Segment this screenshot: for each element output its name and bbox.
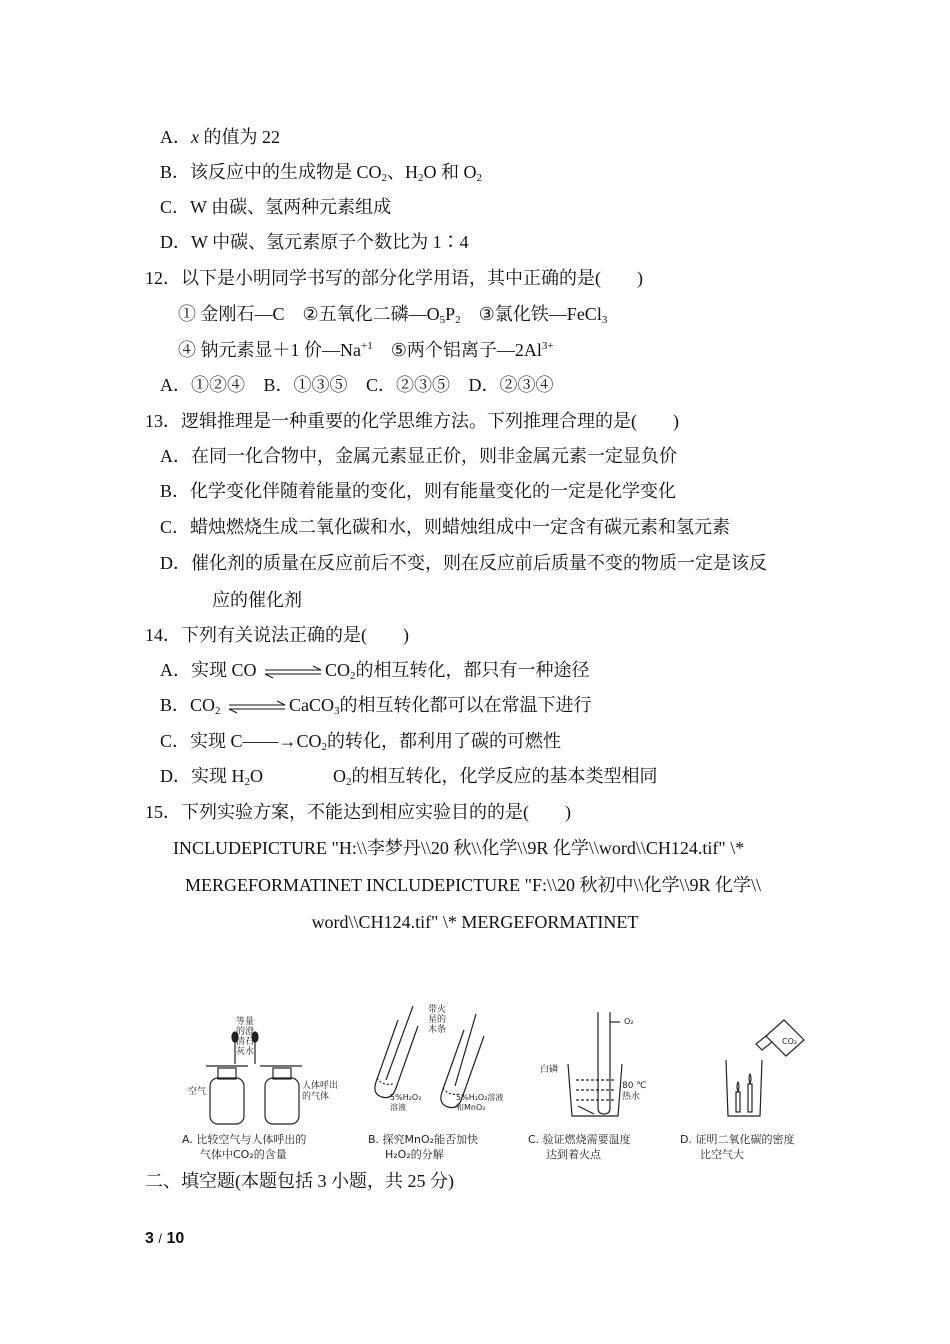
q11-option-d: D．W 中碳、氢元素原子个数比为 1∶4 xyxy=(160,232,469,252)
fig-c-phosphorus-label: 白磷 xyxy=(540,1065,559,1075)
q14-option-c: C．实现 $C——\to CO_2$的转化，都利用了碳的可燃性 xyxy=(160,731,562,753)
q15-stem: 15．下列实验方案，不能达到相应实验目的的是( ) xyxy=(145,802,571,822)
figure-c-beaker xyxy=(568,1012,622,1116)
svg-text:清石: 清石 xyxy=(235,1037,255,1047)
fig-c-o2-label: O₂ xyxy=(624,1017,634,1026)
svg-text:H₂O₂的分解: H₂O₂的分解 xyxy=(385,1148,444,1160)
q13-option-b: B．化学变化伴随着能量的变化，则有能量变化的一定是化学变化 xyxy=(160,481,677,501)
q14-stem: 14．下列有关说法正确的是( ) xyxy=(145,625,409,645)
q12-items-row1: ① 金刚石—C ②五氧化二磷$—O_5P_2$ ③氯化铁—FeCl$_3$ xyxy=(178,304,608,326)
page-number: 3 / 10 xyxy=(145,1230,185,1247)
equilibrium-arrow-icon xyxy=(263,665,323,679)
fig-c-caption: C. 验证燃烧需要温度 xyxy=(528,1133,631,1146)
fig-b-caption: B. 探究MnO₂能否加快 xyxy=(368,1133,479,1146)
svg-text:比空气大: 比空气大 xyxy=(700,1148,744,1160)
q12-options: A．①②④ B．①③⑤ C．②③⑤ D．②③④ xyxy=(160,375,554,395)
fig-b-splint-label: 带火 xyxy=(428,1005,447,1015)
q13-option-d-line2: 应的催化剂 xyxy=(212,590,302,610)
svg-text:星的: 星的 xyxy=(428,1015,447,1025)
q13-option-c: C．蜡烛燃烧生成二氧化碳和水，则蜡烛组成中一定含有碳元素和氢元素 xyxy=(160,517,731,537)
fig-b-right-label: 5%H₂O₂溶液 xyxy=(456,1093,504,1102)
q11-option-a: A．x 的值为 22 xyxy=(160,127,280,147)
fig-d-caption: D. 证明二氧化碳的密度 xyxy=(680,1133,795,1146)
fig-d-co2-label: CO₂ xyxy=(782,1037,798,1046)
q12-stem: 12．以下是小明同学书写的部分化学用语，其中正确的是( ) xyxy=(145,268,643,288)
svg-text:木条: 木条 xyxy=(428,1025,447,1035)
q14-option-d: D．实现 $H_2O$ $O_2$的相互转化，化学反应的基本类型相同 xyxy=(160,766,658,788)
q13-stem: 13．逻辑推理是一种重要的化学思维方法。下列推理合理的是( ) xyxy=(145,411,679,431)
fig-c-temp-label: 80 ℃ xyxy=(622,1081,647,1091)
fig-a-breath-label: 人体呼出 xyxy=(302,1081,339,1091)
fig-a-caption: A. 比较空气与人体呼出的 xyxy=(182,1133,307,1146)
fig-b-left-label: 5%H₂O₂ xyxy=(390,1093,422,1102)
figure-d-beaker xyxy=(726,1020,804,1116)
q13-option-d-line1: D．催化剂的质量在反应前后不变，则在反应前后质量不变的物质一定是该反 xyxy=(160,553,767,573)
svg-text:的气体: 的气体 xyxy=(302,1092,330,1102)
q12-items-row2: ④ 钠元素显＋1 价$—Na^{+1}$ ⑤两个铝离子$—2Al^{3+}$ xyxy=(178,340,554,360)
q14-option-a: A．实现 CO $CO_2$的相互转化，都只有一种途径 xyxy=(160,660,590,682)
fig-a-drop-label: 等量 xyxy=(235,1017,255,1027)
q15-includepicture-line1: INCLUDEPICTURE "H:\\李梦丹\\20 秋\\化学\\9R 化学\\word\\CH124.tif" \* xyxy=(173,838,745,858)
q13-option-a: A．在同一化合物中，金属元素显正价，则非金属元素一定显负价 xyxy=(160,446,677,466)
svg-text:溶液: 溶液 xyxy=(390,1103,406,1112)
fig-a-air-label: 空气 xyxy=(188,1087,207,1097)
q11-option-b: B．该反应中的生成物是 $CO_2$、$H_2O$ 和 $O_2$ xyxy=(160,162,483,184)
q11-option-c: C．W 由碳、氢两种元素组成 xyxy=(160,197,392,217)
q15-includepicture-line3: word\\CH124.tif" \* MERGEFORMATINET xyxy=(311,912,639,932)
q14-option-b: B．$CO_2$ CaCO$_3$的相互转化都可以在常温下进行 xyxy=(160,695,592,717)
section-2-heading: 二、填空题(本题包括 3 小题，共 25 分) xyxy=(145,1171,454,1191)
svg-text:和MnO₂: 和MnO₂ xyxy=(456,1103,486,1112)
equilibrium-arrow-icon xyxy=(227,700,287,714)
q15-includepicture-line2: MERGEFORMATINET INCLUDEPICTURE "F:\\20 秋初中\\化学\\9R 化学\\ xyxy=(185,875,762,895)
svg-text:的澄: 的澄 xyxy=(235,1027,255,1037)
experiment-figure xyxy=(180,1000,840,1160)
svg-text:热水: 热水 xyxy=(622,1092,641,1102)
svg-text:达到着火点: 达到着火点 xyxy=(546,1148,601,1160)
svg-text:灰水: 灰水 xyxy=(235,1047,255,1057)
svg-text:气体中CO₂的含量: 气体中CO₂的含量 xyxy=(200,1148,287,1160)
